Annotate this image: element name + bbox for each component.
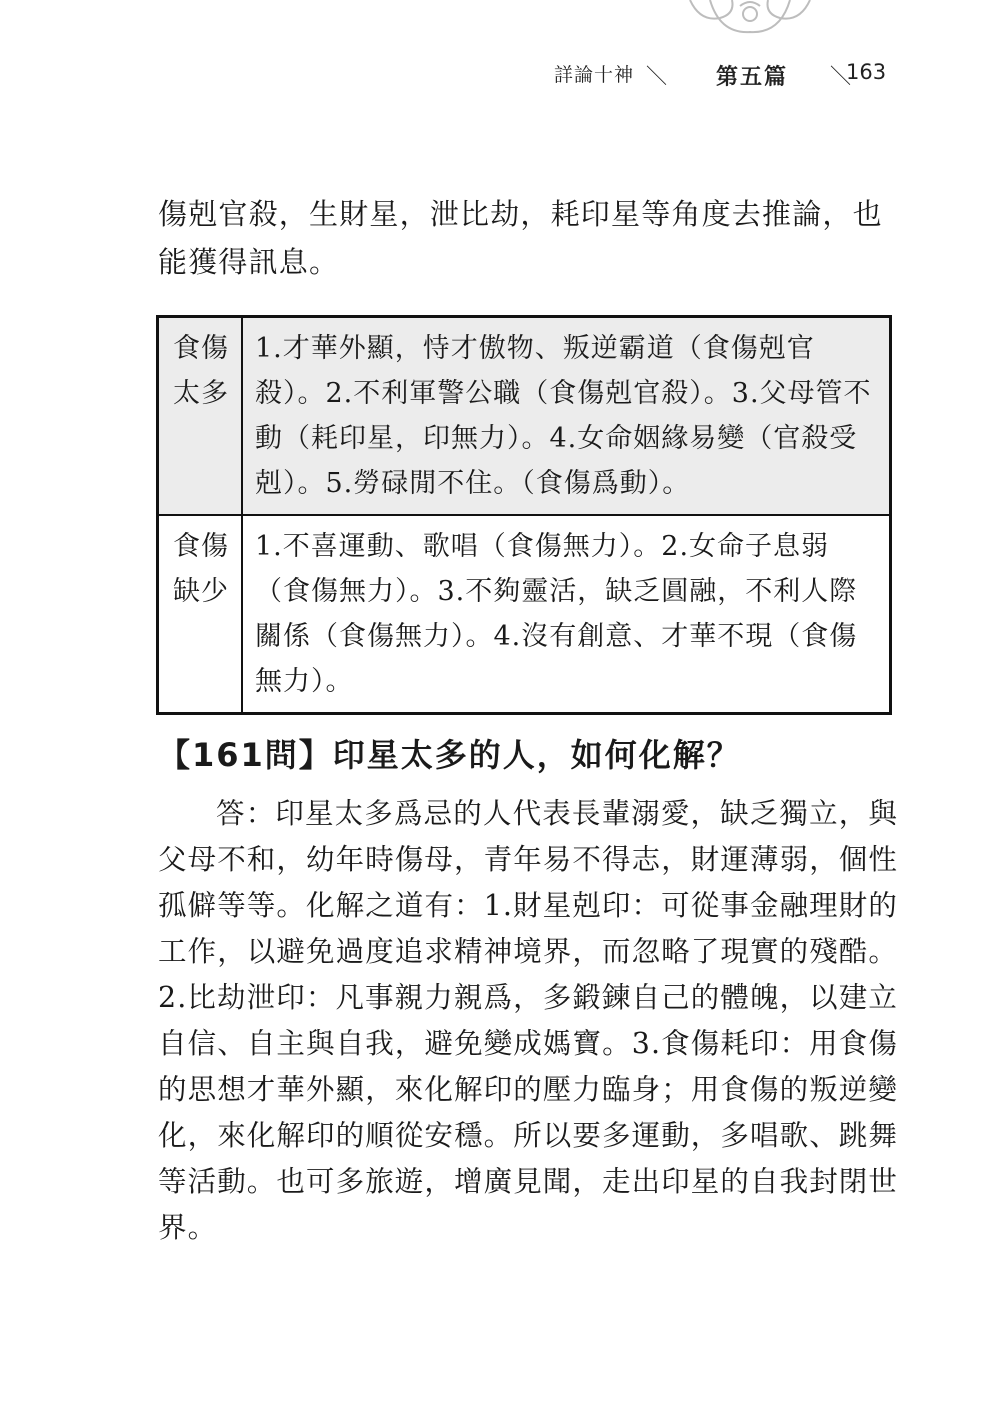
running-header [540, 60, 892, 90]
row-description: 1.才華外顯，恃才傲物、叛逆霸道（食傷剋官殺）。2.不利軍警公職（食傷剋官殺）。3.父母管不動（耗印星，印無力）。4.女命姻緣易變（官殺受剋）。5.勞碌閒不住。（食傷爲動）。 [242, 317, 891, 516]
decorative-ornament-icon [680, 0, 820, 40]
row-description: 1.不喜運動、歌唱（食傷無力）。2.女命子息弱（食傷無力）。3.不夠靈活，缺乏圓融，不利人際關係（食傷無力）。4.沒有創意、才華不現（食傷無力）。 [242, 515, 891, 714]
chapter-title: 第五篇 [716, 64, 789, 90]
row-label-line: 太多 [173, 378, 229, 409]
page-number: 163 [846, 60, 887, 84]
row-label [158, 317, 243, 516]
table-row [158, 317, 891, 516]
row-label [158, 515, 243, 714]
header-separator: ＼ [830, 64, 851, 88]
intro-paragraph: 傷剋官殺，生財星，泄比劫，耗印星等角度去推論，也能獲得訊息。 [158, 197, 883, 279]
row-label-line: 缺少 [173, 576, 229, 607]
question-heading: 【161問】印星太多的人，如何化解？ [158, 736, 741, 774]
row-label-line: 食傷 [173, 531, 229, 562]
ten-gods-table [156, 315, 892, 715]
answer-paragraph [158, 791, 898, 1251]
answer-text: 答：印星太多爲忌的人代表長輩溺愛，缺乏獨立，與父母不和，幼年時傷母，青年易不得志，財運薄弱，個性孤僻等等。化解之道有：1.財星剋印：可從事金融理財的工作，以避免過度追求精神境界，而忽略了現實的殘酷。2.比劫泄印：凡事親力親爲，多鍛鍊自己的體魄，以建立自信、自主與自我，避免變成媽寶。3.食傷耗印：用食傷的思想才華外顯，來化解印的壓力臨身；用食傷的叛逆變化，來化解印的順從安穩。所以要多運動，多唱歌、跳舞等活動。也可多旅遊，增廣見聞，走出印星的自我封閉世界。 [158, 797, 899, 1244]
header-separator: ＼ [646, 64, 667, 88]
row-label-line: 食傷 [173, 333, 229, 364]
table-row [158, 515, 891, 714]
section-title: 詳論十神 [554, 64, 635, 86]
